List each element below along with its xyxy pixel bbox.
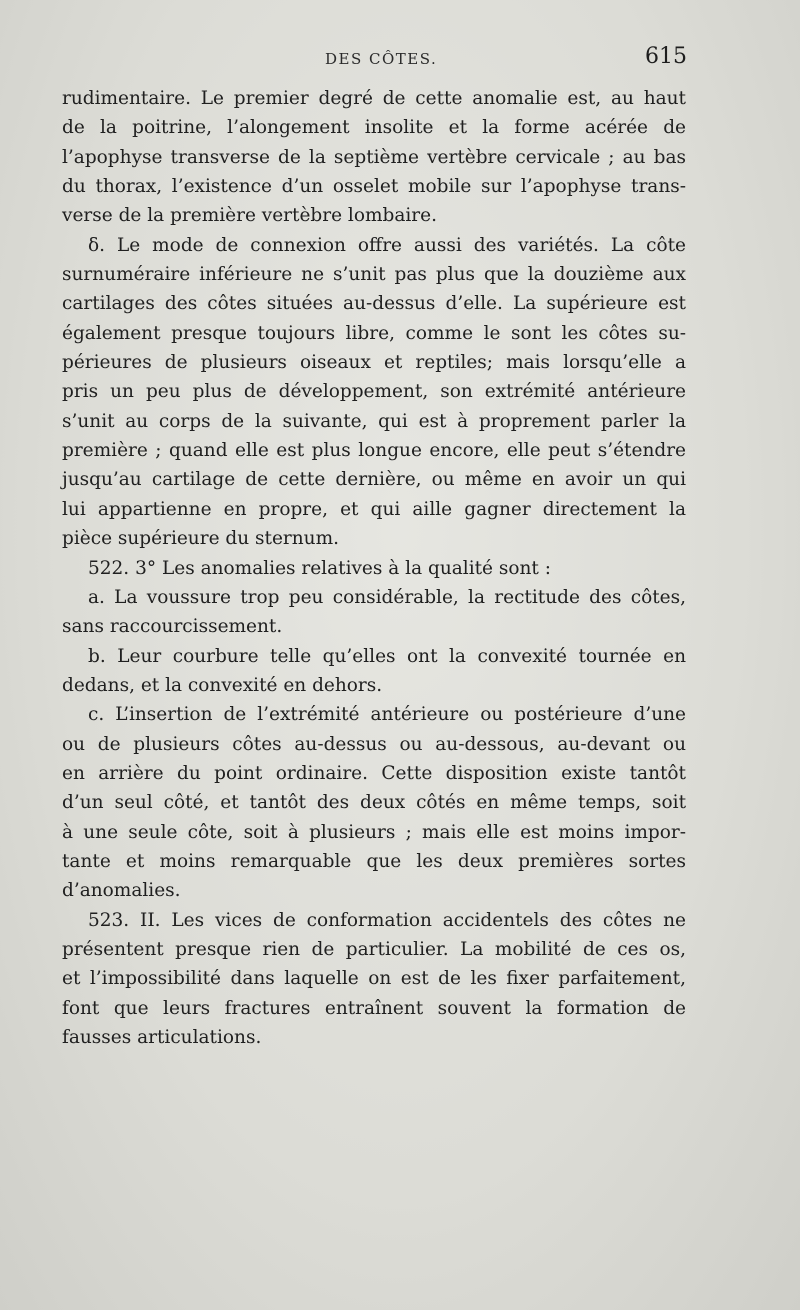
running-head: DES CÔTES. xyxy=(325,50,438,68)
text-line: tante et moins remarquable que les deux premières sortes xyxy=(62,850,686,872)
text-line: δ. Le mode de connexion offre aussi des variétés. La côte xyxy=(88,234,686,256)
text-line: a. La voussure trop peu considérable, la rectitude des côtes, xyxy=(88,586,686,608)
text-line: 523. II. Les vices de conformation accidentels des côtes ne xyxy=(88,909,686,931)
text-line: c. L’insertion de l’extrémité antérieure ou postérieure d’une xyxy=(88,704,686,726)
text-line: d’anomalies. xyxy=(62,880,181,902)
text-line: périeures de plusieurs oiseaux et reptiles; mais lorsqu’elle a xyxy=(62,352,686,374)
text-line: d’un seul côté, et tantôt des deux côtés en même temps, soit xyxy=(62,792,686,814)
body-text xyxy=(62,84,686,1052)
text-line: surnuméraire inférieure ne s’unit pas plus que la douzième aux xyxy=(62,264,686,286)
text-line: de la poitrine, l’alongement insolite et la forme acérée de xyxy=(62,117,686,139)
text-line: dedans, et la convexité en dehors. xyxy=(62,674,383,696)
text-line: et l’impossibilité dans laquelle on est de les fixer parfaitement, xyxy=(62,968,686,990)
text-line: verse de la première vertèbre lombaire. xyxy=(62,205,437,227)
text-line: à une seule côte, soit à plusieurs ; mais elle est moins impor- xyxy=(62,821,686,843)
text-line: en arrière du point ordinaire. Cette disposition existe tantôt xyxy=(62,762,686,784)
text-line: première ; quand elle est plus longue encore, elle peut s’étendre xyxy=(62,440,686,462)
text-line: 522. 3° Les anomalies relatives à la qualité sont : xyxy=(88,557,551,579)
text-line: b. Leur courbure telle qu’elles ont la convexité tournée en xyxy=(88,645,686,667)
text-line: pris un peu plus de développement, son extrémité antérieure xyxy=(62,381,686,403)
text-line: font que leurs fractures entraînent souvent la formation de xyxy=(62,997,686,1019)
text-line: pièce supérieure du sternum. xyxy=(62,528,340,550)
text-line: s’unit au corps de la suivante, qui est à proprement parler la xyxy=(62,410,686,432)
text-line: fausses articulations. xyxy=(62,1027,262,1048)
text-line: également presque toujours libre, comme le sont les côtes su- xyxy=(62,322,686,344)
text-line: rudimentaire. Le premier degré de cette anomalie est, au haut xyxy=(62,88,686,109)
text-line: cartilages des côtes situées au-dessus d’elle. La supérieure est xyxy=(62,293,686,315)
text-line: du thorax, l’existence d’un osselet mobile sur l’apophyse trans- xyxy=(62,176,686,198)
page-number: 615 xyxy=(645,44,687,69)
page-header xyxy=(0,44,800,78)
text-line: l’apophyse transverse de la septième vertèbre cervicale ; au bas xyxy=(62,146,686,168)
text-line: ou de plusieurs côtes au-dessus ou au-dessous, au-devant ou xyxy=(62,733,686,755)
text-line: lui appartienne en propre, et qui aille gagner directement la xyxy=(62,498,686,520)
text-line: jusqu’au cartilage de cette dernière, ou même en avoir un qui xyxy=(62,469,686,491)
text-line: présentent presque rien de particulier. La mobilité de ces os, xyxy=(62,938,686,960)
text-line: sans raccourcissement. xyxy=(62,616,283,638)
